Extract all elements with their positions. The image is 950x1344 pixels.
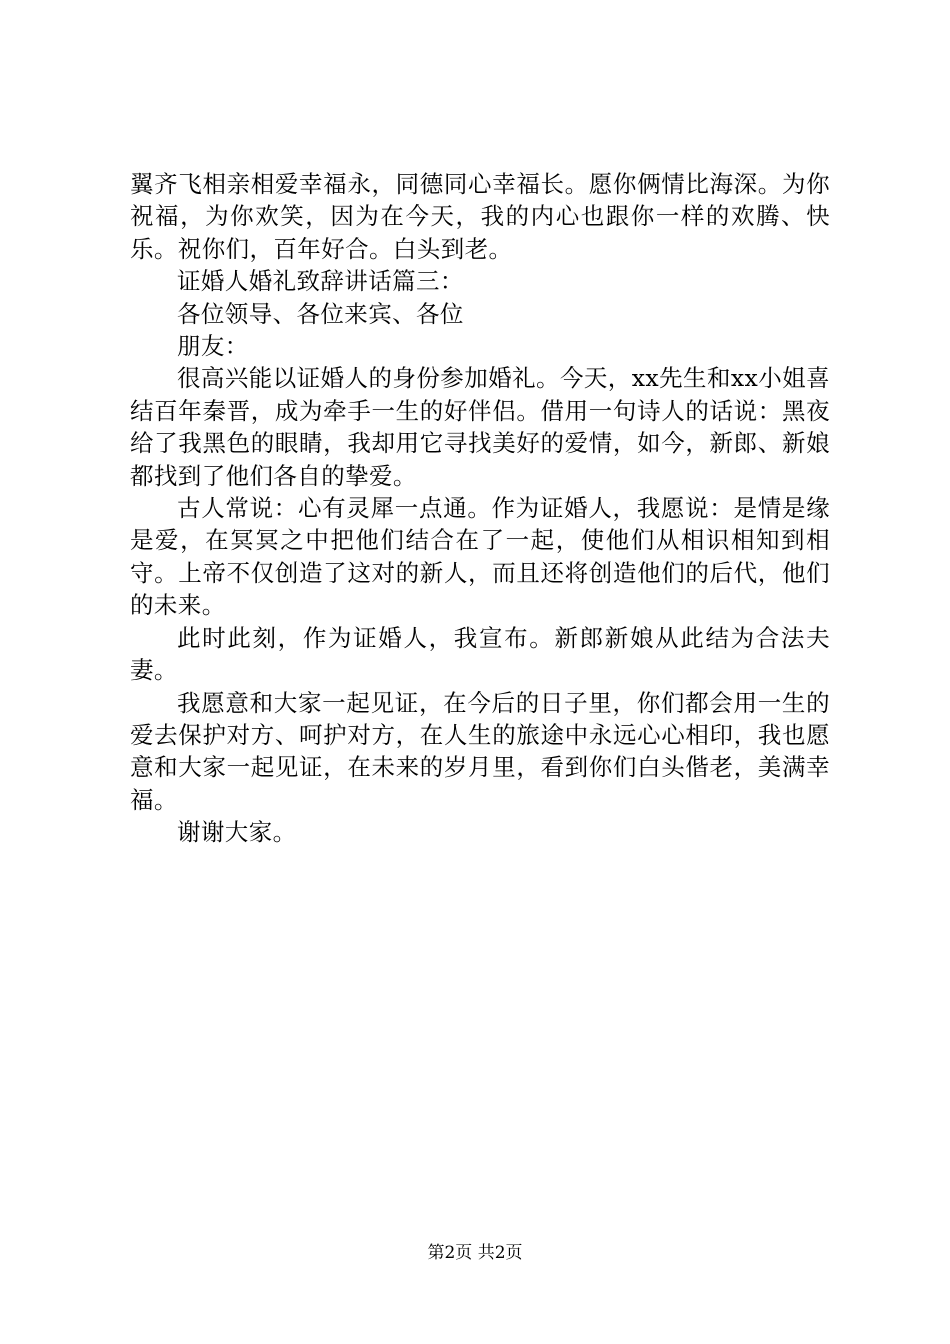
paragraph-heading: 证婚人婚礼致辞讲话篇三：	[177, 267, 464, 296]
paragraph-body: 此时此刻，作为证婚人，我宣布。新郎新娘从此结为合法夫妻。	[130, 623, 830, 685]
paragraph-closing: 谢谢大家。	[177, 818, 297, 847]
page-number-footer: 第2页 共2页	[427, 1243, 523, 1263]
paragraph-body: 古人常说：心有灵犀一点通。作为证婚人，我愿说：是情是缘是爱，在冥冥之中把他们结合在了一起，使他们从相识相知到相守。上帝不仅创造了这对的新人，而且还将创造他们的后代，他们的未来。	[130, 494, 830, 620]
document-body	[130, 168, 830, 849]
paragraph-body: 很高兴能以证婚人的身份参加婚礼。今天，xx先生和xx小姐喜结百年秦晋，成为牵手一生的好伴侣。借用一句诗人的话说：黑夜给了我黑色的眼睛，我却用它寻找美好的爱情，如今，新郎、新娘都找到了他们各自的挚爱。	[130, 364, 830, 490]
paragraph-continuation: 翼齐飞相亲相爱幸福永，同德同心幸福长。愿你俩情比海深。为你祝福，为你欢笑，因为在今天，我的内心也跟你一样的欢腾、快乐。祝你们，百年好合。白头到老。	[130, 170, 830, 263]
paragraph-body: 我愿意和大家一起见证，在今后的日子里，你们都会用一生的爱去保护对方、呵护对方，在人生的旅途中永远心心相印，我也愿意和大家一起见证，在未来的岁月里，看到你们白头偕老，美满幸福。	[130, 688, 830, 814]
paragraph-salutation: 各位领导、各位来宾、各位	[177, 299, 464, 328]
paragraph-salutation-end: 朋友：	[177, 332, 249, 361]
